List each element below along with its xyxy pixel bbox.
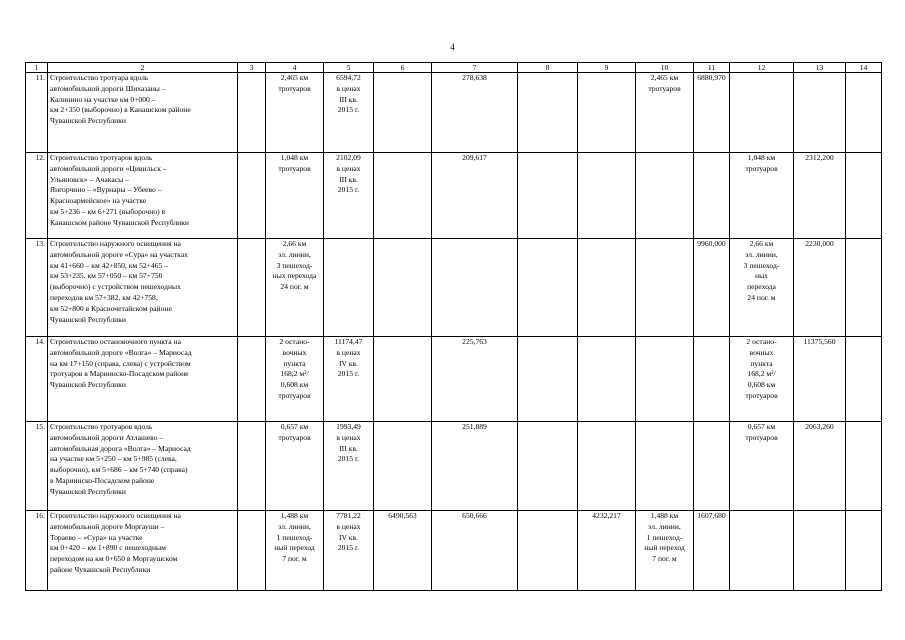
header-cell: 13 [794,63,846,73]
value-cell-c9 [578,422,636,511]
value-cell-c8 [518,239,578,337]
header-cell: 7 [432,63,518,73]
value-cell-c10 [636,337,694,422]
row-number-cell: 13. [26,239,48,337]
row-number-cell: 11. [26,73,48,153]
header-cell: 8 [518,63,578,73]
row-number-cell: 12. [26,153,48,239]
value-cell-c10 [636,153,694,239]
value-cell-c9: 4232,217 [578,511,636,591]
value-cell-c11 [694,153,730,239]
value-cell-c6 [374,422,432,511]
value-cell-c12: 0,657 км тротуаров [730,422,794,511]
value-cell-c8 [518,73,578,153]
value-cell-c5 [324,239,374,337]
value-cell-c4: 2,465 км тротуаров [266,73,324,153]
table-row [26,422,882,511]
value-cell-c3 [238,422,266,511]
header-cell: 9 [578,63,636,73]
value-cell-c8 [518,511,578,591]
value-cell-c13: 2230,000 [794,239,846,337]
header-cell: 12 [730,63,794,73]
object-name-cell: Строительство наружного освещения на автомобильной дороге Моргауши – Тораево – «Сура» на участке км 0+420 – км 1+890 с пешеходным переходом на км 0+650 в Моргаушском районе Чувашской Республики [48,511,238,591]
header-cell: 5 [324,63,374,73]
value-cell-c7: 251,889 [432,422,518,511]
value-cell-c11 [694,337,730,422]
value-cell-c12: 2,66 км эл. линии, 3 пешеход- ных перехода 24 пог. м [730,239,794,337]
value-cell-c7: 278,638 [432,73,518,153]
header-cell: 10 [636,63,694,73]
value-cell-c7: 225,763 [432,337,518,422]
header-cell: 6 [374,63,432,73]
value-cell-c8 [518,337,578,422]
data-table [25,62,882,591]
value-cell-c4: 2 остано- вочных пункта 168,2 м²/ 0,608 км тротуаров [266,337,324,422]
value-cell-c3 [238,73,266,153]
value-cell-c14 [846,73,882,153]
value-cell-c5: 2102,09 в ценах III кв. 2015 г. [324,153,374,239]
header-row [26,63,882,73]
table-row [26,511,882,591]
value-cell-c9 [578,239,636,337]
header-cell: 14 [846,63,882,73]
value-cell-c12 [730,73,794,153]
row-number-cell: 16. [26,511,48,591]
value-cell-c12: 1,048 км тротуаров [730,153,794,239]
header-cell: 1 [26,63,48,73]
value-cell-c9 [578,153,636,239]
object-name-cell: Строительство остановочного пункта на автомобильной дороге «Волга» – Мариосад на км 17+150 (справа, слева) с устройством тротуаров в Мариинско-Посадском районе Чувашской Республики [48,337,238,422]
value-cell-c5: 1993,49 в ценах III кв. 2015 г. [324,422,374,511]
value-cell-c11: 1607,680 [694,511,730,591]
object-name-cell: Строительство тротуаров вдоль автомобильной дороги «Цивильск – Ульяновск» – Ачакасы – Янгорчино – «Вурнары – Убеево – Красноармейское» на участке км 5+236 – км 6+271 (выборочно) в Канашском районе Чувашской Республики [48,153,238,239]
value-cell-c10: 1,488 км эл. линии, 1 пешеход- ный переход 7 пог. м [636,511,694,591]
value-cell-c10: 2,465 км тротуаров [636,73,694,153]
value-cell-c14 [846,422,882,511]
value-cell-c10 [636,422,694,511]
value-cell-c7: 209,617 [432,153,518,239]
value-cell-c4: 1,488 км эл. линии, 1 пешеход- ный переход 7 пог. м [266,511,324,591]
value-cell-c13 [794,73,846,153]
value-cell-c7 [432,239,518,337]
value-cell-c5: 6594,72 в ценах III кв. 2015 г. [324,73,374,153]
value-cell-c5: 7781,22 в ценах IV кв. 2015 г. [324,511,374,591]
value-cell-c6: 6490,563 [374,511,432,591]
value-cell-c9 [578,73,636,153]
value-cell-c3 [238,239,266,337]
object-name-cell: Строительство тротуара вдоль автомобильной дороги Шихазаны – Калинино на участке км 0+000 – км 2+350 (выборочно) в Канашском районе Чувашской Республики [48,73,238,153]
value-cell-c4: 0,657 км тротуаров [266,422,324,511]
object-name-cell: Строительство наружного освещения на автомобильной дороге «Сура» на участках км 41+660 – км 42+850, км 52+465 – км 53+235, км 57+050 – км 57+750 (выборочно) с устройством пешеходных переходов км 57+382, км 42+758, км 52+800 в Красночетайском районе Чувашской Республики [48,239,238,337]
value-cell-c13: 2312,200 [794,153,846,239]
value-cell-c14 [846,239,882,337]
row-number-cell: 15. [26,422,48,511]
value-cell-c6 [374,337,432,422]
value-cell-c13: 2063,260 [794,422,846,511]
value-cell-c11 [694,422,730,511]
value-cell-c3 [238,153,266,239]
object-name-cell: Строительство тротуаров вдоль автомобильной дороги Атлашево – автомобильная дорога «Волга» – Мариосад на участке км 5+250 – км 5+985 (слева, выборочно), км 5+686 – км 5+740 (справа) в Мариинско-Посадском районе Чувашской Республики [48,422,238,511]
table-row [26,73,882,153]
value-cell-c14 [846,337,882,422]
row-number-cell: 14. [26,337,48,422]
value-cell-c14 [846,153,882,239]
value-cell-c10 [636,239,694,337]
table-row [26,153,882,239]
header-cell: 4 [266,63,324,73]
value-cell-c6 [374,73,432,153]
value-cell-c14 [846,511,882,591]
header-cell: 2 [48,63,238,73]
page-number: 4 [450,42,455,52]
value-cell-c13 [794,511,846,591]
table-row [26,337,882,422]
value-cell-c11: 9960,000 [694,239,730,337]
value-cell-c6 [374,153,432,239]
value-cell-c4: 1,048 км тротуаров [266,153,324,239]
table-row [26,239,882,337]
value-cell-c3 [238,337,266,422]
value-cell-c9 [578,337,636,422]
header-cell: 3 [238,63,266,73]
header-cell: 11 [694,63,730,73]
value-cell-c12: 2 остано- вочных пункта 168,2 м²/ 0,608 км тротуаров [730,337,794,422]
value-cell-c4: 2,66 км эл. линии, 3 пешеход- ных перехода 24 пог. м [266,239,324,337]
value-cell-c5: 11174,47 в ценах IV кв. 2015 г. [324,337,374,422]
value-cell-c8 [518,422,578,511]
value-cell-c11: 6880,970 [694,73,730,153]
value-cell-c3 [238,511,266,591]
value-cell-c6 [374,239,432,337]
value-cell-c7: 650,666 [432,511,518,591]
value-cell-c12 [730,511,794,591]
value-cell-c13: 11375,560 [794,337,846,422]
value-cell-c8 [518,153,578,239]
